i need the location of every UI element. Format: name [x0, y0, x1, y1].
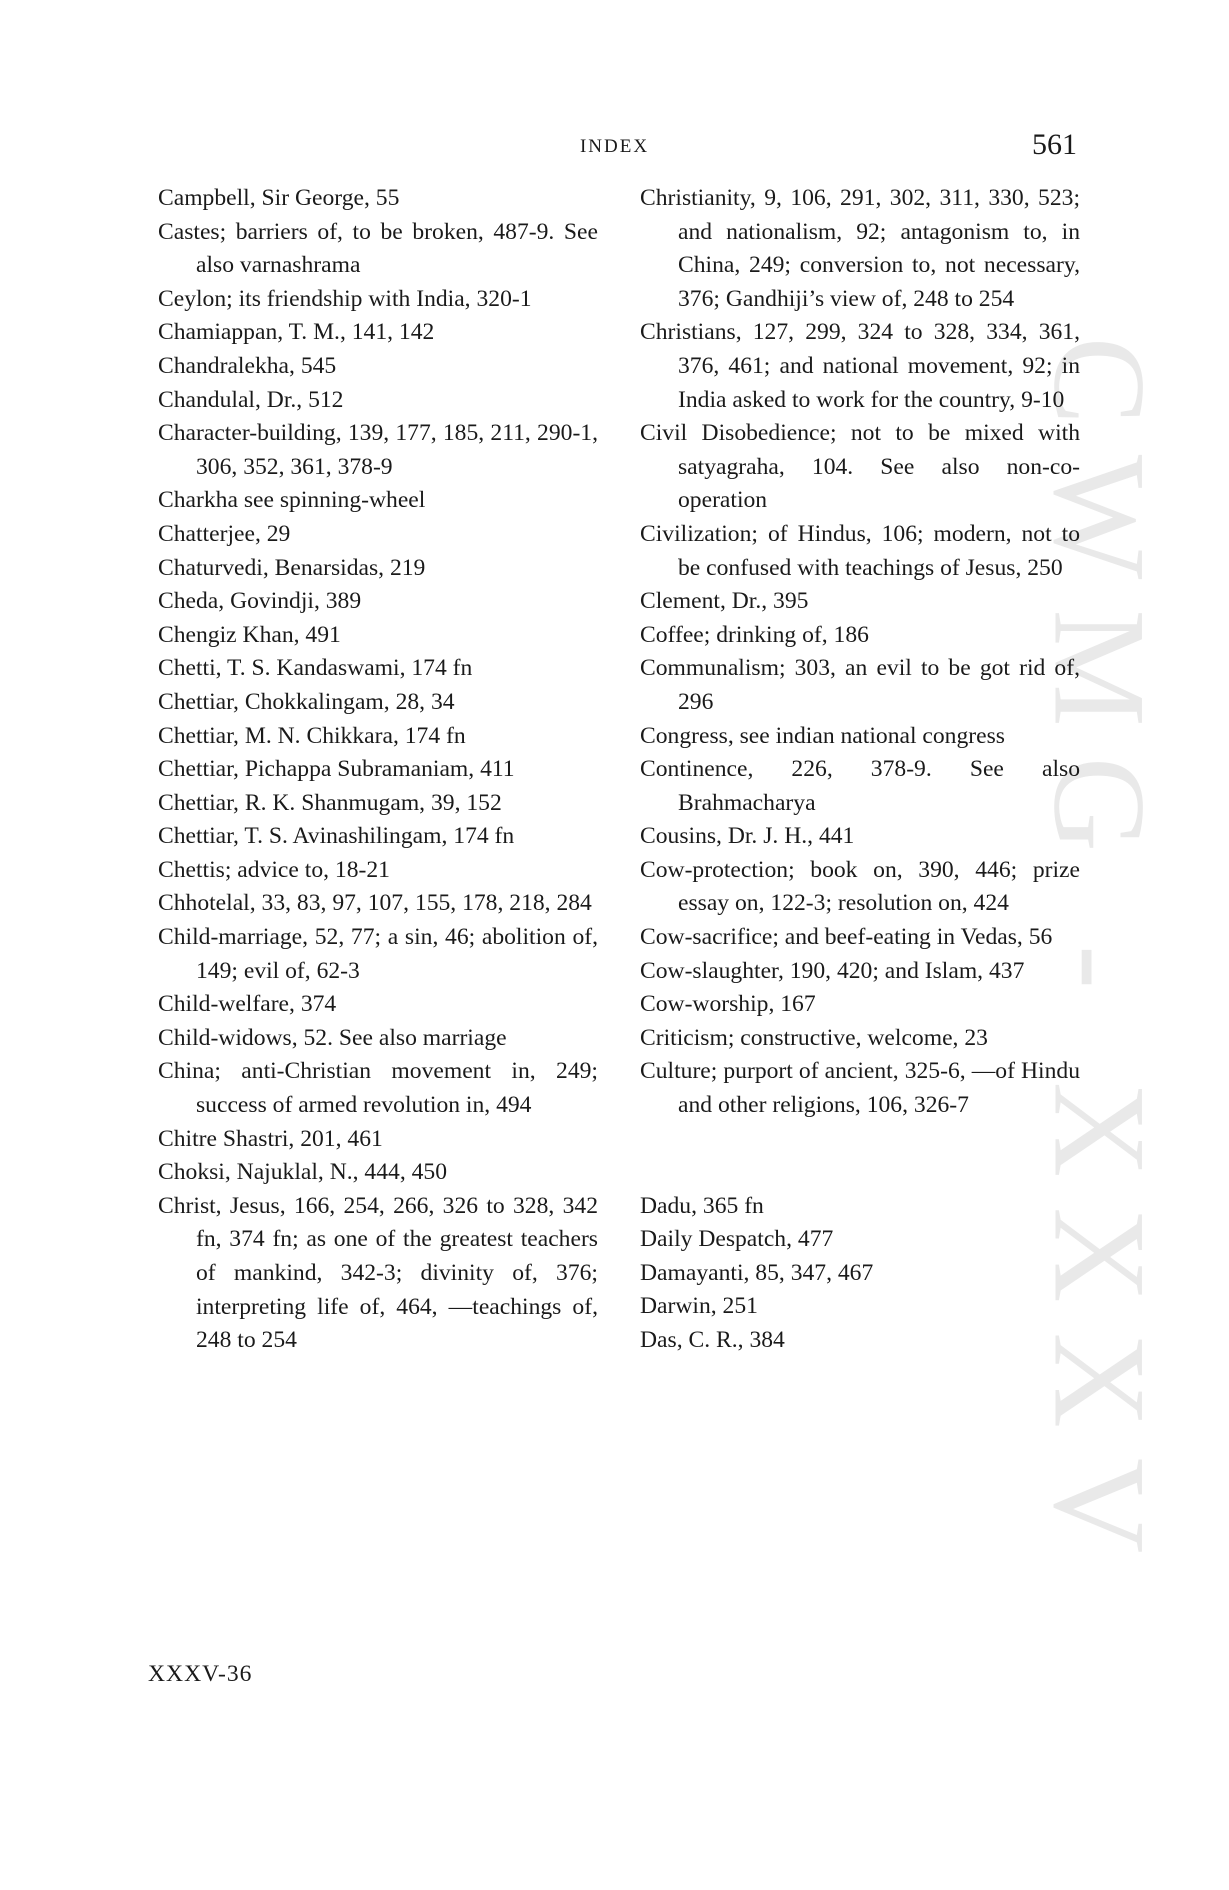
index-entry: Congress, see indian national congress	[640, 722, 1005, 749]
index-entry: Chandulal, Dr., 512	[158, 386, 344, 413]
index-entry: Coffee; drinking of, 186	[640, 621, 869, 648]
index-entry: Chettis; advice to, 18-21	[158, 856, 390, 883]
index-entry: Chettiar, R. K. Shanmugam, 39, 152	[158, 789, 502, 816]
index-entry: Chitre Shastri, 201, 461	[158, 1125, 383, 1152]
watermark-text: CWMG - XXXV	[1026, 336, 1174, 1584]
index-entry: Continence, 226, 378-9. See also Brahmacharya	[640, 756, 1080, 816]
index-entry: Chhotelal, 33, 83, 97, 107, 155, 178, 218, 284	[158, 890, 592, 917]
index-entry: Daily Despatch, 477	[640, 1226, 834, 1253]
section-gap	[640, 1123, 1080, 1190]
index-entry: Child-widows, 52. See also marriage	[158, 1024, 507, 1051]
index-entry: China; anti-Christian movement in, 249; success of armed revolution in, 494	[158, 1058, 598, 1119]
index-entry: Civil Disobedience; not to be mixed with satyagraha, 104. See also non-co-operation	[640, 420, 1080, 514]
index-entry: Culture; purport of ancient, 325-6, —of Hindu and other religions, 106, 326-7	[640, 1058, 1080, 1119]
index-entry: Cow-protection; book on, 390, 446; prize essay on, 122-3; resolution on, 424	[640, 856, 1080, 917]
index-column-right	[640, 182, 1080, 1358]
index-entry: Dadu, 365 fn	[640, 1192, 764, 1219]
index-entry: Cow-worship, 167	[640, 991, 816, 1018]
index-entry: Christ, Jesus, 166, 254, 266, 326 to 328, 342 fn, 374 fn; as one of the greatest teachers of mankind, 342-3; divinity of, 376; interpreting life of, 464, —teachings of, 248 to 254	[158, 1192, 598, 1354]
index-entry: Communalism; 303, an evil to be got rid of, 296	[640, 655, 1080, 715]
index-entry: Chettiar, T. S. Avinashilingam, 174 fn	[158, 823, 515, 850]
index-entry: Chandralekha, 545	[158, 352, 337, 379]
index-entry: Castes; barriers of, to be broken, 487-9. See also varnashrama	[158, 218, 598, 279]
index-entry: Chamiappan, T. M., 141, 142	[158, 319, 435, 346]
index-entry: Cousins, Dr. J. H., 441	[640, 823, 855, 850]
index-entry: Chettiar, Chokkalingam, 28, 34	[158, 688, 455, 715]
index-entry: Darwin, 251	[640, 1293, 758, 1320]
index-entry: Character-building, 139, 177, 185, 211, 290-1, 306, 352, 361, 378-9	[158, 420, 598, 480]
index-entry: Cow-slaughter, 190, 420; and Islam, 437	[640, 957, 1025, 984]
running-header: INDEX	[579, 136, 650, 157]
index-entry: Cow-sacrifice; and beef-eating in Vedas, 56	[640, 924, 1053, 951]
index-entry: Ceylon; its friendship with India, 320-1	[158, 285, 532, 312]
index-entry: Chettiar, M. N. Chikkara, 174 fn	[158, 722, 466, 749]
index-entry: Child-marriage, 52, 77; a sin, 46; abolition of, 149; evil of, 62-3	[158, 924, 598, 984]
index-entry: Christians, 127, 299, 324 to 328, 334, 361, 376, 461; and national movement, 92; in India asked to work for the country, 9-10	[640, 319, 1080, 413]
index-entry: Clement, Dr., 395	[640, 588, 809, 615]
volume-signature: XXXV-36	[148, 1661, 253, 1687]
page-number: 561	[1032, 128, 1077, 161]
index-entry: Chetti, T. S. Kandaswami, 174 fn	[158, 655, 473, 682]
index-entry: Chatterjee, 29	[158, 520, 291, 547]
index-entry: Christianity, 9, 106, 291, 302, 311, 330, 523; and nationalism, 92; antagonism to, in China, 249; conversion to, not necessary, 376; Gandhiji’s view of, 248 to 254	[640, 185, 1080, 312]
index-entry: Civilization; of Hindus, 106; modern, not to be confused with teachings of Jesus, 250	[640, 520, 1080, 581]
index-entry: Chengiz Khan, 491	[158, 621, 341, 648]
index-entry: Chettiar, Pichappa Subramaniam, 411	[158, 756, 515, 783]
index-entry: Damayanti, 85, 347, 467	[640, 1259, 874, 1286]
index-entry: Child-welfare, 374	[158, 991, 337, 1018]
index-entry: Cheda, Govindji, 389	[158, 588, 362, 615]
index-entry: Choksi, Najuklal, N., 444, 450	[158, 1159, 448, 1186]
index-column-left	[158, 182, 598, 1358]
index-entry: Charkha see spinning-wheel	[158, 487, 426, 514]
index-entry: Das, C. R., 384	[640, 1327, 785, 1353]
index-entry: Criticism; constructive, welcome, 23	[640, 1024, 988, 1051]
index-entry: Campbell, Sir George, 55	[158, 185, 400, 211]
index-entry: Chaturvedi, Benarsidas, 219	[158, 554, 426, 581]
